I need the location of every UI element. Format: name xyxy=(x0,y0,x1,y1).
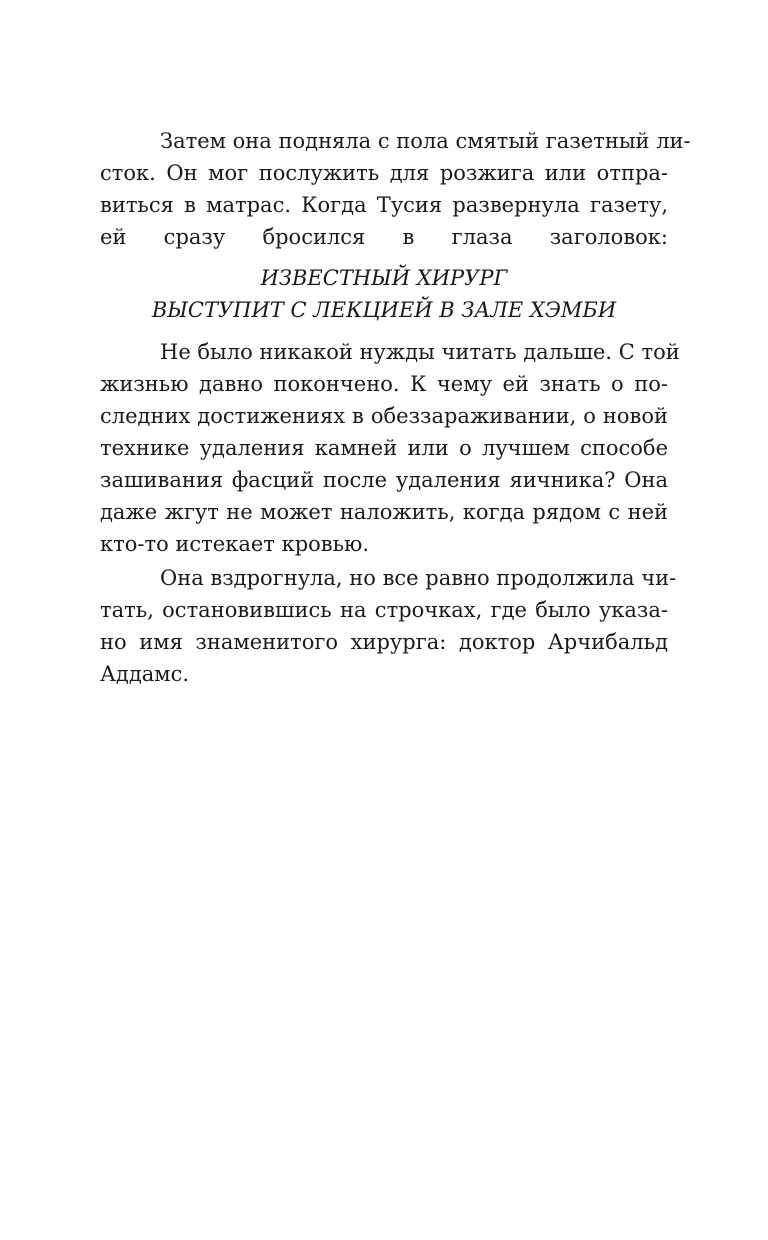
paragraph2-line: зашивания фасций после удаления яичника? Она xyxy=(100,468,668,492)
paragraph2-line: даже жгут не может наложить, когда рядом с ней xyxy=(100,500,668,524)
paragraph3-line: тать, остановившись на строчках, где было указа- xyxy=(100,598,668,622)
paragraph1-line: виться в матрас. Когда Тусия развернула газету, xyxy=(100,193,668,217)
paragraph2-line: следних достижениях в обеззараживании, о новой xyxy=(100,404,668,428)
paragraph1-line: ей сразу бросился в глаза заголовок: xyxy=(100,225,668,249)
paragraph3-line: Она вздрогнула, но все равно продолжила чи- xyxy=(160,566,677,590)
paragraph1-line: сток. Он мог послужить для розжига или отпра- xyxy=(100,161,668,185)
paragraph3-line: Аддамс. xyxy=(100,662,190,686)
newspaper-headline-line1: ИЗВЕСТНЫЙ ХИРУРГ xyxy=(260,266,508,290)
paragraph2-line: технике удаления камней или о лучшем способе xyxy=(100,436,668,460)
paragraph1-line: Затем она подняла с пола смятый газетный ли- xyxy=(160,129,691,153)
paragraph2-line: жизнью давно покончено. К чему ей знать о по- xyxy=(100,372,668,396)
paragraph3-line: но имя знаменитого хирурга: доктор Арчибальд xyxy=(100,630,668,654)
newspaper-headline-line2: ВЫСТУПИТ С ЛЕКЦИЕЙ В ЗАЛЕ ХЭМБИ xyxy=(151,298,617,322)
paragraph2-line: Не было никакой нужды читать дальше. С той xyxy=(160,340,680,364)
paragraph2-line: кто-то истекает кровью. xyxy=(100,532,370,556)
